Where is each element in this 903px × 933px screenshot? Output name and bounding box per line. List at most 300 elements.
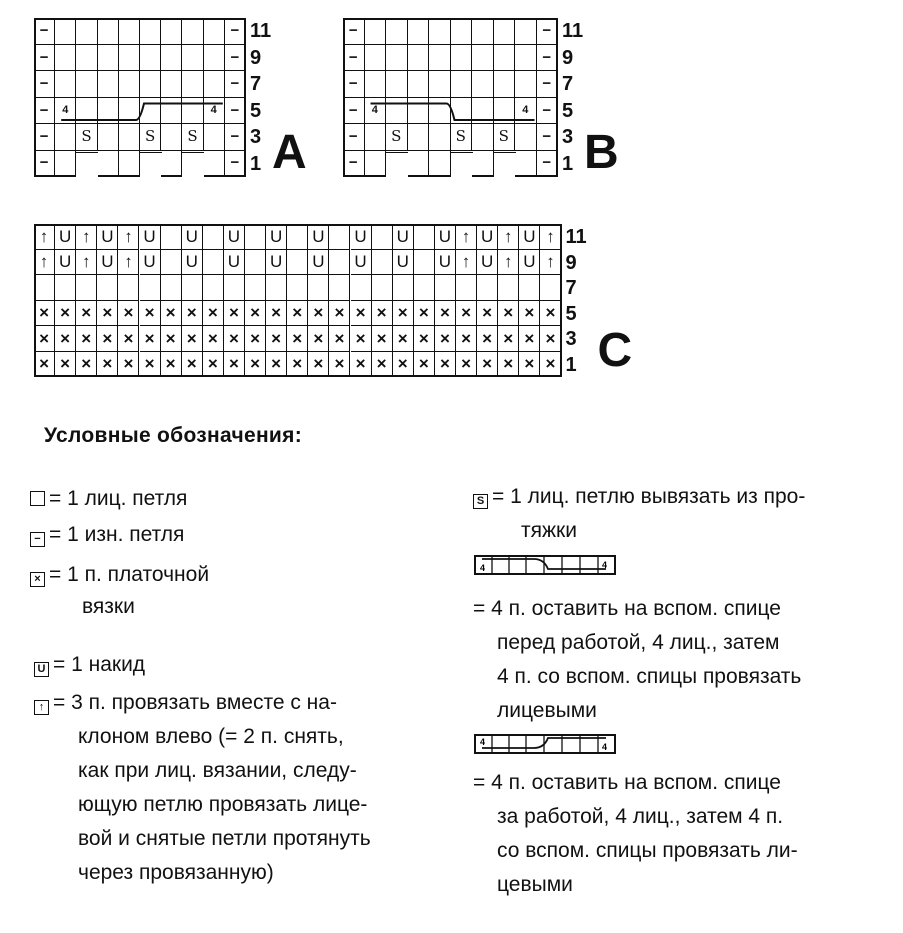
garter-cell: × xyxy=(372,352,393,378)
knit-cell xyxy=(204,45,225,72)
garter-cell: × xyxy=(287,326,308,352)
decrease-cell: ↑ xyxy=(34,250,55,276)
svg-text:4: 4 xyxy=(480,737,486,747)
knit-cell xyxy=(365,71,387,98)
knit-cell xyxy=(515,71,537,98)
knit-cell xyxy=(182,98,203,125)
garter-stitch-icon: × xyxy=(30,572,45,587)
cable-end-cell: 4 xyxy=(55,98,76,125)
yarn-over-cell: U xyxy=(351,224,372,250)
garter-cell: × xyxy=(540,326,561,352)
knit-cell xyxy=(76,275,97,301)
garter-cell: × xyxy=(456,326,477,352)
garter-cell: × xyxy=(182,301,203,327)
cable-end-cell: 4 xyxy=(204,98,225,125)
knit-cell xyxy=(393,275,414,301)
garter-cell: × xyxy=(477,352,498,378)
knit-cell xyxy=(161,71,182,98)
garter-cell: × xyxy=(224,301,245,327)
purl-cell: − xyxy=(343,45,365,72)
knit-cell xyxy=(161,124,182,151)
garter-cell: × xyxy=(76,352,97,378)
garter-cell: × xyxy=(97,326,118,352)
knit-cell xyxy=(55,275,76,301)
knit-cell xyxy=(365,151,387,178)
purl-cell: − xyxy=(343,98,365,125)
legend-item-cable-right xyxy=(473,592,801,728)
knit-cell xyxy=(386,18,408,45)
knit-cell xyxy=(372,250,393,276)
garter-cell: × xyxy=(161,301,182,327)
knit-cell xyxy=(287,224,308,250)
purl-cell: − xyxy=(537,98,559,125)
legend-text: = 1 п. платочной xyxy=(49,563,210,586)
knit-stitch-icon xyxy=(30,491,45,506)
knit-cell xyxy=(472,124,494,151)
knit-cell xyxy=(351,275,372,301)
knit-cell xyxy=(98,45,119,72)
knit-cell xyxy=(204,18,225,45)
purl-cell: − xyxy=(34,98,55,125)
garter-cell: × xyxy=(351,301,372,327)
lifted-stitch-cell: S xyxy=(76,124,97,151)
yarn-over-cell: U xyxy=(224,224,245,250)
purl-cell: − xyxy=(343,18,365,45)
svg-text:4: 4 xyxy=(602,560,608,570)
yarn-over-cell: U xyxy=(224,250,245,276)
knit-cell xyxy=(224,275,245,301)
knit-cell xyxy=(408,98,430,125)
decrease-cell: ↑ xyxy=(456,224,477,250)
decrease-cell: ↑ xyxy=(118,250,139,276)
purl-cell: − xyxy=(537,124,559,151)
purl-cell: − xyxy=(537,151,559,178)
knit-cell xyxy=(408,151,430,178)
yarn-over-cell: U xyxy=(140,250,161,276)
garter-cell: × xyxy=(140,326,161,352)
knit-cell xyxy=(203,275,224,301)
knit-cell xyxy=(266,275,287,301)
garter-cell: × xyxy=(308,352,329,378)
garter-cell: × xyxy=(140,301,161,327)
knit-cell xyxy=(451,71,473,98)
legend-item-garter xyxy=(30,560,209,622)
knit-cell xyxy=(429,45,451,72)
yarn-over-cell: U xyxy=(393,250,414,276)
knit-cell xyxy=(98,151,119,178)
knit-cell xyxy=(98,124,119,151)
garter-cell: × xyxy=(329,352,350,378)
chart-grid xyxy=(343,18,558,177)
garter-cell: × xyxy=(456,352,477,378)
legend-item-cable-left xyxy=(473,766,798,902)
chart-gap xyxy=(182,152,204,181)
garter-cell: × xyxy=(519,352,540,378)
purl-cell: − xyxy=(225,18,246,45)
row-number: 3 xyxy=(565,328,577,350)
knit-cell xyxy=(365,124,387,151)
legend-text: = 3 п. провязать вместе с на- xyxy=(53,691,337,714)
purl-cell: − xyxy=(225,151,246,178)
garter-cell: × xyxy=(203,352,224,378)
purl-cell: − xyxy=(34,18,55,45)
knit-cell xyxy=(204,151,225,178)
knit-cell xyxy=(119,18,140,45)
knit-cell xyxy=(472,151,494,178)
row-number: 5 xyxy=(565,302,577,325)
knit-cell xyxy=(540,275,561,301)
chart-grid xyxy=(34,224,562,377)
row-number: 3 xyxy=(250,126,262,148)
legend-item-decrease xyxy=(34,686,371,890)
decrease-cell: ↑ xyxy=(76,224,97,250)
yarn-over-icon: U xyxy=(34,662,49,677)
decrease-cell: ↑ xyxy=(118,224,139,250)
yarn-over-cell: U xyxy=(266,250,287,276)
knit-cell xyxy=(494,98,516,125)
legend-text-cont: со вспом. спицы провязать ли- xyxy=(497,839,798,862)
purl-cell: − xyxy=(34,71,55,98)
knit-cell xyxy=(119,124,140,151)
knit-cell xyxy=(161,98,182,125)
knit-cell xyxy=(204,71,225,98)
knit-cell xyxy=(494,71,516,98)
knit-cell xyxy=(429,124,451,151)
cable-end-cell: 4 xyxy=(515,98,537,125)
legend-text-cont: через провязанную) xyxy=(78,861,274,884)
garter-cell: × xyxy=(34,301,55,327)
garter-cell: × xyxy=(435,326,456,352)
knit-cell xyxy=(372,224,393,250)
chart-gap xyxy=(140,152,162,181)
garter-cell: × xyxy=(118,326,139,352)
chart-letter: A xyxy=(272,126,307,179)
knit-cell xyxy=(161,224,182,250)
yarn-over-cell: U xyxy=(97,224,118,250)
legend-text-cont: клоном влево (= 2 п. снять, xyxy=(78,725,344,748)
purl-cell: − xyxy=(225,124,246,151)
legend-text-cont: ющую петлю провязать лице- xyxy=(78,793,368,816)
garter-cell: × xyxy=(55,301,76,327)
knit-cell xyxy=(34,275,55,301)
decrease-cell: ↑ xyxy=(456,250,477,276)
knit-cell xyxy=(472,71,494,98)
knit-cell xyxy=(372,275,393,301)
garter-cell: × xyxy=(519,301,540,327)
cable-right-icon xyxy=(474,554,616,576)
garter-cell: × xyxy=(97,352,118,378)
garter-cell: × xyxy=(76,301,97,327)
purl-cell: − xyxy=(225,45,246,72)
garter-cell: × xyxy=(182,326,203,352)
knit-cell xyxy=(429,71,451,98)
knit-cell xyxy=(456,275,477,301)
knit-cell xyxy=(245,250,266,276)
knit-cell xyxy=(386,98,408,125)
row-number: 9 xyxy=(565,251,577,274)
lifted-stitch-icon: S xyxy=(473,494,488,509)
knit-cell xyxy=(472,45,494,72)
row-number: 1 xyxy=(565,353,577,376)
yarn-over-cell: U xyxy=(477,250,498,276)
yarn-over-cell: U xyxy=(435,250,456,276)
knit-cell xyxy=(119,151,140,178)
knit-cell xyxy=(76,18,97,45)
knit-cell xyxy=(161,250,182,276)
row-number: 1 xyxy=(250,152,262,175)
decrease-cell: ↑ xyxy=(540,250,561,276)
chart-gap xyxy=(494,152,516,181)
garter-cell: × xyxy=(34,352,55,378)
knit-cell xyxy=(451,45,473,72)
garter-cell: × xyxy=(118,352,139,378)
knit-cell xyxy=(329,250,350,276)
knit-cell xyxy=(429,18,451,45)
knit-cell xyxy=(161,151,182,178)
chart-gap xyxy=(386,152,408,181)
knit-cell xyxy=(429,98,451,125)
knit-cell xyxy=(119,45,140,72)
garter-cell: × xyxy=(161,326,182,352)
cable-end-cell: 4 xyxy=(365,98,387,125)
knit-cell xyxy=(161,18,182,45)
garter-cell: × xyxy=(308,301,329,327)
decrease-arrow-icon: ↑ xyxy=(34,700,49,715)
knit-cell xyxy=(414,250,435,276)
legend-text-cont: как при лиц. вязании, следу- xyxy=(78,759,357,782)
knit-cell xyxy=(472,18,494,45)
garter-cell: × xyxy=(266,352,287,378)
garter-cell: × xyxy=(245,301,266,327)
legend-text-cont: цевыми xyxy=(497,873,573,896)
knit-cell xyxy=(55,71,76,98)
knit-cell xyxy=(245,224,266,250)
legend-text: = 1 лиц. петлю вывязать из про- xyxy=(492,485,806,508)
legend-text: = 4 п. оставить на вспом. спице xyxy=(473,597,781,620)
knit-cell xyxy=(182,45,203,72)
legend-text: = 4 п. оставить на вспом. спице xyxy=(473,771,781,794)
garter-cell: × xyxy=(372,326,393,352)
decrease-cell: ↑ xyxy=(76,250,97,276)
purl-cell: − xyxy=(537,45,559,72)
garter-cell: × xyxy=(519,326,540,352)
knit-cell xyxy=(98,71,119,98)
legend-text: = 1 накид xyxy=(53,653,146,676)
lifted-stitch-cell: S xyxy=(386,124,408,151)
lifted-stitch-cell: S xyxy=(140,124,161,151)
garter-cell: × xyxy=(245,352,266,378)
knit-cell xyxy=(494,45,516,72)
knit-cell xyxy=(161,275,182,301)
chart-letter: B xyxy=(584,126,619,179)
purl-cell: − xyxy=(343,71,365,98)
garter-cell: × xyxy=(182,352,203,378)
knit-cell xyxy=(119,71,140,98)
knit-cell xyxy=(55,45,76,72)
knit-cell xyxy=(140,98,161,125)
knit-cell xyxy=(494,18,516,45)
knit-cell xyxy=(386,71,408,98)
yarn-over-cell: U xyxy=(182,224,203,250)
purl-cell: − xyxy=(225,71,246,98)
yarn-over-cell: U xyxy=(519,250,540,276)
yarn-over-cell: U xyxy=(393,224,414,250)
garter-cell: × xyxy=(414,326,435,352)
yarn-over-cell: U xyxy=(308,224,329,250)
garter-cell: × xyxy=(76,326,97,352)
garter-cell: × xyxy=(55,326,76,352)
knit-cell xyxy=(203,250,224,276)
garter-cell: × xyxy=(414,352,435,378)
yarn-over-cell: U xyxy=(266,224,287,250)
garter-cell: × xyxy=(287,301,308,327)
knit-cell xyxy=(408,45,430,72)
garter-cell: × xyxy=(203,301,224,327)
yarn-over-cell: U xyxy=(308,250,329,276)
row-number: 3 xyxy=(562,126,574,148)
garter-cell: × xyxy=(498,326,519,352)
knit-cell xyxy=(98,18,119,45)
knit-cell xyxy=(472,98,494,125)
yarn-over-cell: U xyxy=(519,224,540,250)
knit-cell xyxy=(329,224,350,250)
decrease-cell: ↑ xyxy=(540,224,561,250)
purl-cell: − xyxy=(343,124,365,151)
purl-cell: − xyxy=(343,151,365,178)
garter-cell: × xyxy=(498,352,519,378)
knit-cell xyxy=(55,151,76,178)
garter-cell: × xyxy=(393,301,414,327)
garter-cell: × xyxy=(540,301,561,327)
legend-text-cont: тяжки xyxy=(521,519,577,542)
knit-cell xyxy=(161,45,182,72)
garter-cell: × xyxy=(266,301,287,327)
yarn-over-cell: U xyxy=(435,224,456,250)
purl-cell: − xyxy=(537,71,559,98)
knit-cell xyxy=(414,275,435,301)
purl-cell: − xyxy=(34,124,55,151)
garter-cell: × xyxy=(498,301,519,327)
legend-text-cont: вой и снятые петли протянуть xyxy=(78,827,371,850)
row-number: 5 xyxy=(250,99,262,122)
knit-cell xyxy=(308,275,329,301)
garter-cell: × xyxy=(203,326,224,352)
legend-text-cont: вязки xyxy=(82,595,135,618)
row-number: 7 xyxy=(562,73,574,95)
knit-cell xyxy=(182,18,203,45)
garter-cell: × xyxy=(140,352,161,378)
knit-cell xyxy=(119,98,140,125)
garter-cell: × xyxy=(287,352,308,378)
knit-cell xyxy=(515,45,537,72)
garter-cell: × xyxy=(435,352,456,378)
knit-cell xyxy=(98,98,119,125)
yarn-over-cell: U xyxy=(477,224,498,250)
knit-cell xyxy=(287,250,308,276)
knit-cell xyxy=(140,18,161,45)
purl-cell: − xyxy=(34,45,55,72)
garter-cell: × xyxy=(351,352,372,378)
legend-text-cont: за работой, 4 лиц., затем 4 п. xyxy=(497,805,784,828)
yarn-over-cell: U xyxy=(55,224,76,250)
garter-cell: × xyxy=(351,326,372,352)
knit-cell xyxy=(365,45,387,72)
garter-cell: × xyxy=(34,326,55,352)
yarn-over-cell: U xyxy=(55,250,76,276)
row-number: 7 xyxy=(250,73,262,95)
knit-cell xyxy=(408,18,430,45)
garter-cell: × xyxy=(477,326,498,352)
knit-cell xyxy=(55,18,76,45)
garter-cell: × xyxy=(329,301,350,327)
garter-cell: × xyxy=(372,301,393,327)
knit-cell xyxy=(287,275,308,301)
svg-text:4: 4 xyxy=(602,742,608,752)
garter-cell: × xyxy=(55,352,76,378)
chart-gap xyxy=(451,152,473,181)
knit-cell xyxy=(140,71,161,98)
knit-cell xyxy=(498,275,519,301)
legend-item-lifted-stitch xyxy=(473,480,805,548)
row-number: 11 xyxy=(562,20,584,42)
knit-cell xyxy=(204,124,225,151)
knit-cell xyxy=(429,151,451,178)
knit-cell xyxy=(182,71,203,98)
row-number: 7 xyxy=(565,277,577,299)
garter-cell: × xyxy=(456,301,477,327)
garter-cell: × xyxy=(393,326,414,352)
knit-cell xyxy=(118,275,139,301)
lifted-stitch-cell: S xyxy=(451,124,473,151)
garter-cell: × xyxy=(435,301,456,327)
legend-item-knit xyxy=(30,484,187,514)
yarn-over-cell: U xyxy=(97,250,118,276)
knit-cell xyxy=(182,275,203,301)
legend-item-purl xyxy=(30,520,184,550)
garter-cell: × xyxy=(477,301,498,327)
decrease-cell: ↑ xyxy=(498,250,519,276)
knit-cell xyxy=(76,71,97,98)
garter-cell: × xyxy=(266,326,287,352)
knit-cell xyxy=(435,275,456,301)
row-number: 11 xyxy=(250,20,272,42)
garter-cell: × xyxy=(161,352,182,378)
knit-cell xyxy=(203,224,224,250)
knit-cell xyxy=(365,18,387,45)
row-number: 9 xyxy=(562,46,574,69)
legend-title: Условные обозначения: xyxy=(44,424,302,447)
row-number: 9 xyxy=(250,46,262,69)
knit-cell xyxy=(408,124,430,151)
lifted-stitch-cell: S xyxy=(182,124,203,151)
legend-item-yarn-over xyxy=(34,650,145,680)
knit-cell xyxy=(245,275,266,301)
legend-text-cont: лицевыми xyxy=(497,699,597,722)
purl-cell: − xyxy=(225,98,246,125)
knit-cell xyxy=(97,275,118,301)
knit-cell xyxy=(55,124,76,151)
row-number: 1 xyxy=(562,152,574,175)
chart-letter: C xyxy=(597,324,633,377)
garter-cell: × xyxy=(308,326,329,352)
purl-cell: − xyxy=(34,151,55,178)
decrease-cell: ↑ xyxy=(498,224,519,250)
knit-cell xyxy=(76,45,97,72)
knit-cell xyxy=(140,275,161,301)
legend-text: = 1 лиц. петля xyxy=(49,487,188,510)
garter-cell: × xyxy=(224,352,245,378)
garter-cell: × xyxy=(245,326,266,352)
